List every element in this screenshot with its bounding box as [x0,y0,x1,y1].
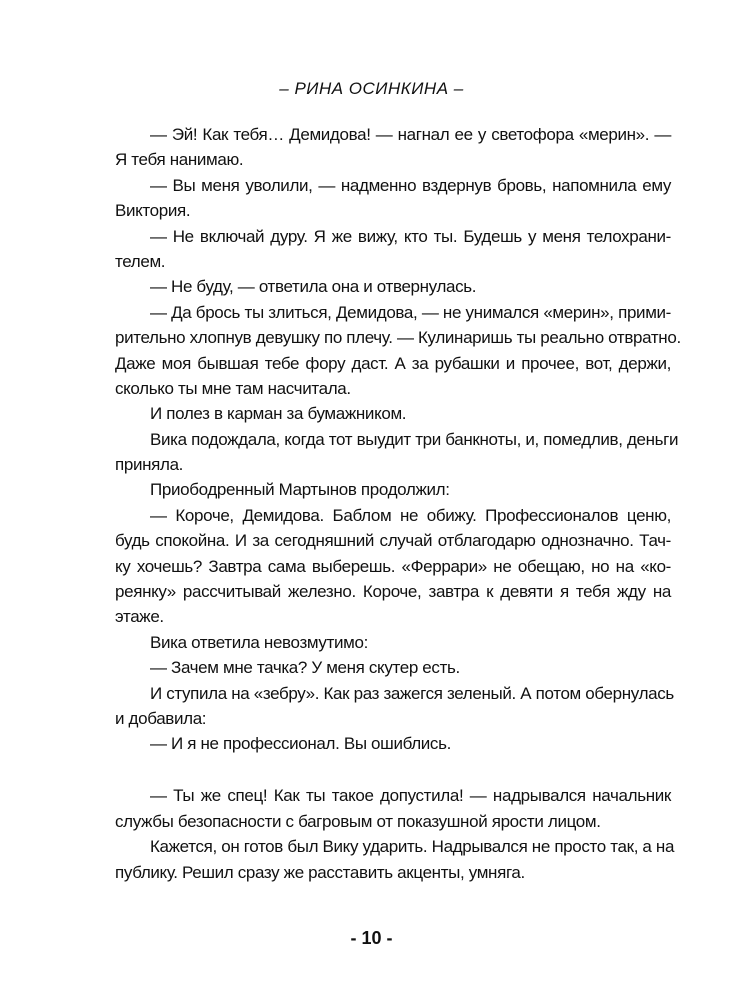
page-number: - 10 - [350,928,393,948]
paragraph [115,731,671,756]
paragraph [115,503,671,630]
paragraph [115,655,671,680]
text-line: — Да брось ты злиться, Демидова, — не унимался «мерин», прими- [150,302,671,322]
text-line: — Эй! Как тебя… Демидова! — нагнал ее у светофора «мерин». — [150,125,671,144]
text-line: телем. [115,251,166,271]
paragraph [115,834,675,885]
text-line: — Короче, Демидова. Баблом не обижу. Профессионалов ценю, [150,505,671,525]
section-break [115,757,671,784]
text-line: службы безопасности с багровым от показушной ярости лицом. [115,811,601,831]
body-text [115,122,681,885]
running-header: – РИНА ОСИНКИНА – [279,79,464,98]
text-line: — Ты же спец! Как ты такое допустила! — надрывался начальник [150,786,671,806]
paragraph [115,783,671,834]
text-line: И полез в карман за бумажником. [150,404,407,424]
text-line: Кажется, он готов был Вику ударить. Надрывался не просто так, а на [150,837,675,857]
text-line: будь спокойна. И за сегодняшний случай отблагодарю однозначно. Тач- [115,531,671,551]
text-line: И ступила на «зебру». Как раз зажегся зеленый. А потом обернулась [150,683,674,703]
text-line: приняла. [115,455,184,475]
paragraph [115,427,679,478]
text-line: — И я не профессионал. Вы ошиблись. [150,734,451,754]
text-line: рительно хлопнув девушку по плечу. — Кулинаришь ты реально отвратно. [115,328,681,348]
text-line: — Вы меня уволили, — надменно вздернув бровь, напомнила ему [150,175,671,195]
text-line: и добавила: [115,708,207,728]
text-line: сколько ты мне там насчитала. [115,378,351,398]
text-line: Вика подождала, когда тот выудит три банкноты, и, помедлив, деньги [150,429,679,449]
paragraph [115,630,671,655]
paragraph [115,681,674,732]
text-line: Приободренный Мартынов продолжил: [150,480,450,500]
paragraph [115,274,671,299]
text-line: публику. Решил сразу же расставить акценты, умняга. [115,862,525,882]
text-line: — Не буду, — ответила она и отвернулась. [150,277,477,297]
text-line: этаже. [115,607,164,627]
text-line: реянку» рассчитывай железно. Короче, завтра к девяти я тебя жду на [115,582,671,602]
paragraph [115,300,681,402]
paragraph [115,477,671,502]
text-line: Виктория. [115,201,191,221]
paragraph [115,173,671,224]
paragraph [115,224,671,275]
text-line: Даже моя бывшая тебе фору даст. А за рубашки и прочее, вот, держи, [115,353,671,373]
text-line: — Зачем мне тачка? У меня скутер есть. [150,658,460,678]
text-line: Я тебя нанимаю. [115,150,244,170]
paragraph [115,122,671,173]
text-line: — Не включай дуру. Я же вижу, кто ты. Будешь у меня телохрани- [150,226,671,246]
paragraph [115,401,671,426]
text-line: ку хочешь? Завтра сама выберешь. «Феррари» не обещаю, но на «ко- [115,556,671,576]
text-line: Вика ответила невозмутимо: [150,632,368,652]
